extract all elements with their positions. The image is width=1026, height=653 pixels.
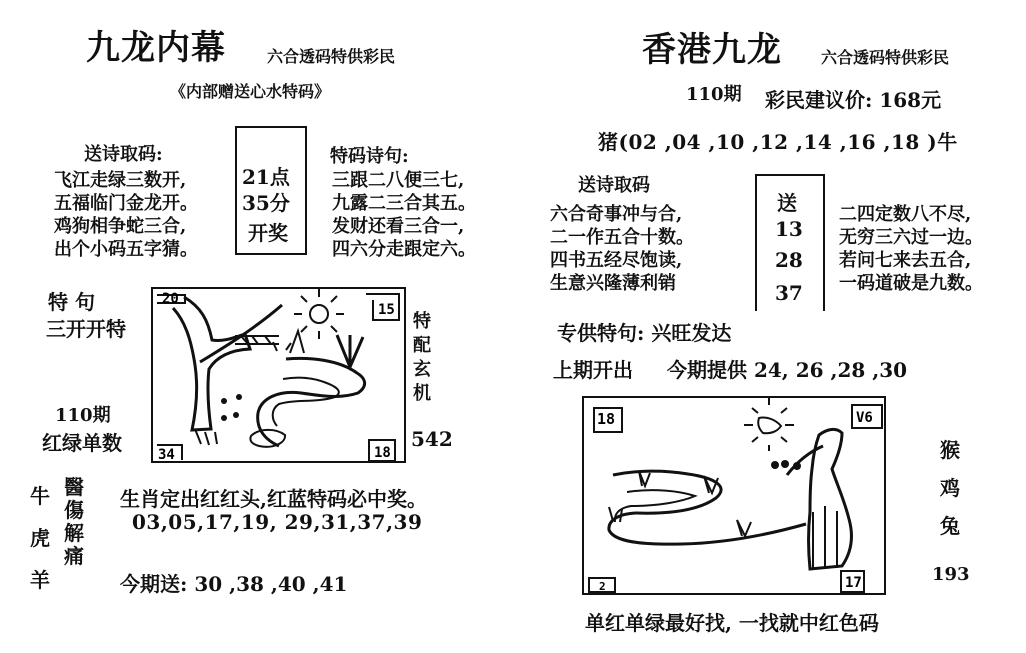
left-send-poem-line: 出个小码五字猜。: [54, 239, 198, 260]
left-illustration-top-right-number: 15: [378, 302, 395, 318]
left-heal-label: [64, 476, 84, 568]
right-bottom-slogan: 单红单绿最好找, 一找就中红色码: [585, 611, 879, 635]
right-illustration-bottom-left-number: 2: [599, 580, 606, 593]
left-bottom-zodiac: 牛: [30, 484, 50, 508]
right-zodiacs: [940, 431, 960, 545]
right-side-poem: [839, 203, 983, 295]
right-zodiac-number: 193: [932, 564, 970, 585]
left-heal-char: 解: [64, 521, 84, 545]
left-mystery-char: 玄: [413, 359, 431, 380]
right-side-poem-line: 若问七来去五合,: [839, 250, 972, 271]
right-send-number-3: 37: [775, 281, 803, 305]
left-bottom-zodiacs: [30, 475, 50, 601]
right-send-poem-title: 送诗取码: [578, 175, 650, 196]
left-send-poem-line: 鸡狗相争蛇三合,: [54, 216, 187, 237]
left-title: 九龙内幕: [86, 28, 226, 68]
left-send-poem-line: 飞江走绿三数开,: [54, 170, 187, 191]
right-special-sentence: 专供特句: 兴旺发达: [557, 321, 732, 345]
left-illustration: [151, 287, 406, 463]
left-title-subtitle: 六合透码特供彩民: [267, 47, 396, 66]
left-send-poem: [54, 169, 198, 261]
left-illustration-top-left-number: 20: [162, 291, 179, 307]
right-side-poem-line: 一码道破是九数。: [839, 273, 983, 294]
left-special-poem-line: 四六分走跟定六。: [332, 239, 476, 260]
right-send-poem-line: 六合奇事冲与合,: [550, 204, 683, 225]
left-red-green: 红绿单数: [42, 431, 122, 455]
right-side-poem-line: 无穷三六过一边。: [839, 227, 983, 248]
left-special-poem-title: 特码诗句:: [330, 146, 409, 167]
left-mystery-char: 配: [413, 335, 431, 356]
right-today-offer: 今期提供 24, 26 ,28 ,30: [667, 358, 908, 382]
left-heal-char: 痛: [64, 544, 84, 568]
left-heal-char: 傷: [64, 498, 84, 522]
left-mystery-label: [413, 310, 431, 406]
left-special-sentence-value: 三开开特: [46, 317, 126, 341]
right-title-subtitle: 六合透码特供彩民: [821, 48, 950, 67]
left-special-sentence-title: 特 句: [48, 290, 95, 314]
right-title: 香港九龙: [642, 30, 782, 70]
right-send-poem-line: 二一作五合十数。: [550, 227, 694, 248]
right-last-opened: 上期开出: [553, 358, 633, 382]
right-zodiac: 兔: [940, 514, 960, 538]
right-illustration-top-right-number: V6: [856, 410, 873, 426]
right-illustration-top-left-number: 18: [597, 410, 616, 428]
left-landscape-drawing: [153, 289, 406, 463]
left-bottom-zodiac: 羊: [30, 568, 50, 592]
right-pig-line: 猪(02 ,04 ,10 ,12 ,14 ,16 ,18 )牛: [598, 130, 958, 154]
left-heal-char: 醫: [64, 475, 84, 499]
right-send-poem-line: 生意兴隆薄利销: [550, 273, 676, 294]
left-time-draw: 开奖: [248, 221, 288, 245]
left-issue-number: 110期: [55, 405, 111, 426]
right-zodiac: 猴: [940, 438, 960, 462]
left-today-send: 今期送: 30 ,38 ,40 ,41: [120, 572, 348, 596]
left-send-poem-line: 五福临门金龙开。: [54, 193, 198, 214]
right-send-label: 送: [777, 191, 797, 215]
right-issue-number: 110期: [686, 84, 742, 105]
right-zodiac: 鸡: [940, 476, 960, 500]
left-mystery-char: 机: [413, 383, 431, 404]
left-illustration-bottom-left-number: 34: [158, 447, 175, 463]
left-mystery-char: 特: [413, 311, 431, 332]
right-price: 彩民建议价: 168元: [765, 88, 942, 112]
left-special-poem: [332, 169, 476, 261]
right-side-poem-line: 二四定数八不尽,: [839, 204, 972, 225]
right-send-poem-line: 四书五经尽饱读,: [550, 250, 683, 271]
left-special-poem-line: 三跟二八便三七,: [332, 170, 465, 191]
left-time-minute: 35分: [242, 191, 290, 215]
left-zodiac-head: 生肖定出红红头,红蓝特码必中奖。: [120, 487, 427, 511]
right-send-number-2: 28: [775, 248, 803, 272]
left-illustration-bottom-right-number: 18: [374, 445, 391, 461]
left-special-poem-line: 发财还看三合一,: [332, 216, 465, 237]
right-landscape-drawing: [584, 398, 886, 595]
right-illustration: [582, 396, 886, 595]
right-send-number-1: 13: [775, 217, 803, 241]
left-inner-note: 《内部赠送心水特码》: [170, 82, 331, 101]
right-send-poem: [550, 203, 694, 295]
right-illustration-bottom-right-number: 17: [845, 575, 862, 591]
left-number-line: 03,05,17,19, 29,31,37,39: [132, 510, 423, 534]
left-special-poem-line: 九露二三合其五。: [332, 193, 476, 214]
left-bottom-zodiac: 虎: [30, 526, 50, 550]
left-send-poem-title: 送诗取码:: [84, 144, 163, 165]
left-time-hour: 21点: [242, 165, 290, 189]
left-mystery-number: 542: [411, 427, 453, 451]
